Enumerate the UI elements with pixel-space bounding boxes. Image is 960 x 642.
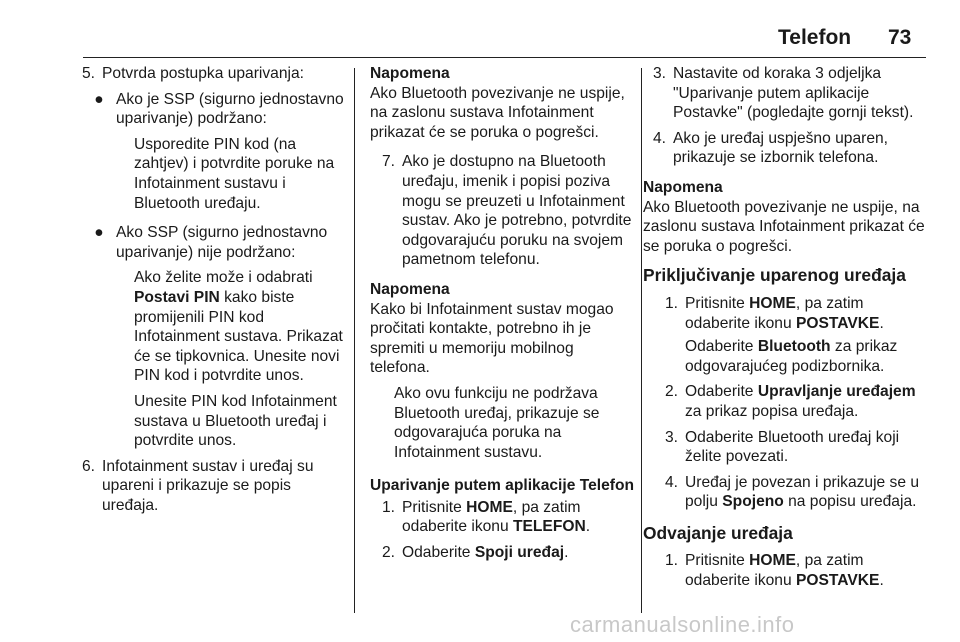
- column-3: [643, 64, 929, 597]
- note-heading: Napomena: [370, 280, 450, 298]
- column-divider-1: [354, 68, 355, 613]
- section-heading-disconnect: Odvajanje uređaja: [643, 522, 793, 543]
- note-2: [370, 280, 636, 462]
- connect-step-1-detail: Odaberite Bluetooth za prikaz odgovarajućeg podizbornika.: [685, 338, 898, 375]
- pairing-step-1: 1. Pritisnite HOME, pa zatim odaberite ikonu TELEFON.: [382, 498, 591, 536]
- column-1: [82, 64, 348, 521]
- bullet-icon: ●: [94, 90, 104, 108]
- step-5: 5. Potvrda postupka uparivanja:: [82, 65, 304, 82]
- note-body: Ako Bluetooth povezivanje ne uspije, na zaslonu sustava Infotainment prikazat će se poruka o pogrešci.: [643, 198, 925, 255]
- connect-step-4: 4. Uređaj je povezan i prikazuje se u polju Spojeno na popisu uređaja.: [665, 473, 920, 511]
- note-body: Ako Bluetooth povezivanje ne uspije, na zaslonu sustava Infotainment prikazat će se poruka o pogrešci.: [370, 84, 625, 141]
- bullet-2-detail-2: Unesite PIN kod Infotainment sustava u Bluetooth uređaj i potvrdite unos.: [134, 392, 337, 450]
- note-heading: Napomena: [370, 65, 450, 82]
- bullet-ssp-supported: ● Ako je SSP (sigurno jednostavno uparivanje) podržano:: [82, 90, 348, 129]
- step-6: 6. Infotainment sustav i uređaj su upareni i prikazuje se popis uređaja.: [82, 457, 314, 514]
- pairing-step-2: 2. Odaberite Spoji uređaj.: [382, 544, 569, 562]
- bullet-ssp-unsupported: ● Ako SSP (sigurno jednostavno uparivanje) nije podržano:: [82, 223, 348, 262]
- subsection-heading: Uparivanje putem aplikacije Telefon: [370, 477, 635, 495]
- header-rule: [83, 57, 926, 58]
- note-1: [370, 64, 636, 142]
- connect-step-1: 1. Pritisnite HOME, pa zatim odaberite ikonu POSTAVKE.: [665, 294, 884, 332]
- note-heading: Napomena: [643, 178, 723, 196]
- postavi-pin-label: Postavi PIN: [134, 288, 220, 306]
- bullet-icon: ●: [94, 224, 104, 242]
- note-body: Kako bi Infotainment sustav mogao pročitati kontakte, potrebno ih je spremiti u memoriju mobilnog telefona.: [370, 300, 614, 377]
- section-heading-connect: Priključivanje uparenog uređaja: [643, 265, 906, 286]
- bullet-2-detail: Ako želite može i odabrati Postavi PIN kako biste promijenili PIN kod Infotainment sustava. Prikazat će se tipkovnica. Unesite novi PIN kod i potvrdite unos.: [134, 269, 343, 385]
- step-3: 3. Nastavite od koraka 3 odjeljka "Uparivanje putem aplikacije Postavke" (pogledajte gornji tekst).: [653, 65, 914, 122]
- page-number: 73: [888, 26, 912, 49]
- page-header: [0, 26, 960, 56]
- connect-step-3: 3. Odaberite Bluetooth uređaj koji želite povezati.: [665, 428, 900, 466]
- connect-step-2: 2. Odaberite Upravljanje uređajem za prikaz popisa uređaja.: [665, 383, 916, 420]
- note-3: [643, 178, 929, 256]
- column-2: [370, 64, 636, 569]
- disconnect-step-1: 1. Pritisnite HOME, pa zatim odaberite ikonu POSTAVKE.: [665, 552, 884, 590]
- page-title: Telefon: [778, 26, 852, 49]
- column-divider-2: [641, 68, 642, 613]
- bullet-1-detail: Usporedite PIN kod (na zahtjev) i potvrdite poruke na Infotainment sustavu i Bluetooth uređaju.: [134, 135, 335, 212]
- step-4: 4. Ako je uređaj uspješno uparen, prikazuje se izbornik telefona.: [653, 129, 888, 167]
- step-7: 7. Ako je dostupno na Bluetooth uređaju, imenik i popisi poziva mogu se preuzeti u Infotainment sustav. Ako je potrebno, potvrdite odgovarajuću poruku na svojem pametnom telefonu.: [382, 153, 632, 269]
- watermark: carmanualsonline.info: [570, 612, 795, 637]
- note-detail: Ako ovu funkciju ne podržava Bluetooth uređaj, prikazuje se odgovarajuća poruka na Infotainment sustavu.: [394, 384, 600, 461]
